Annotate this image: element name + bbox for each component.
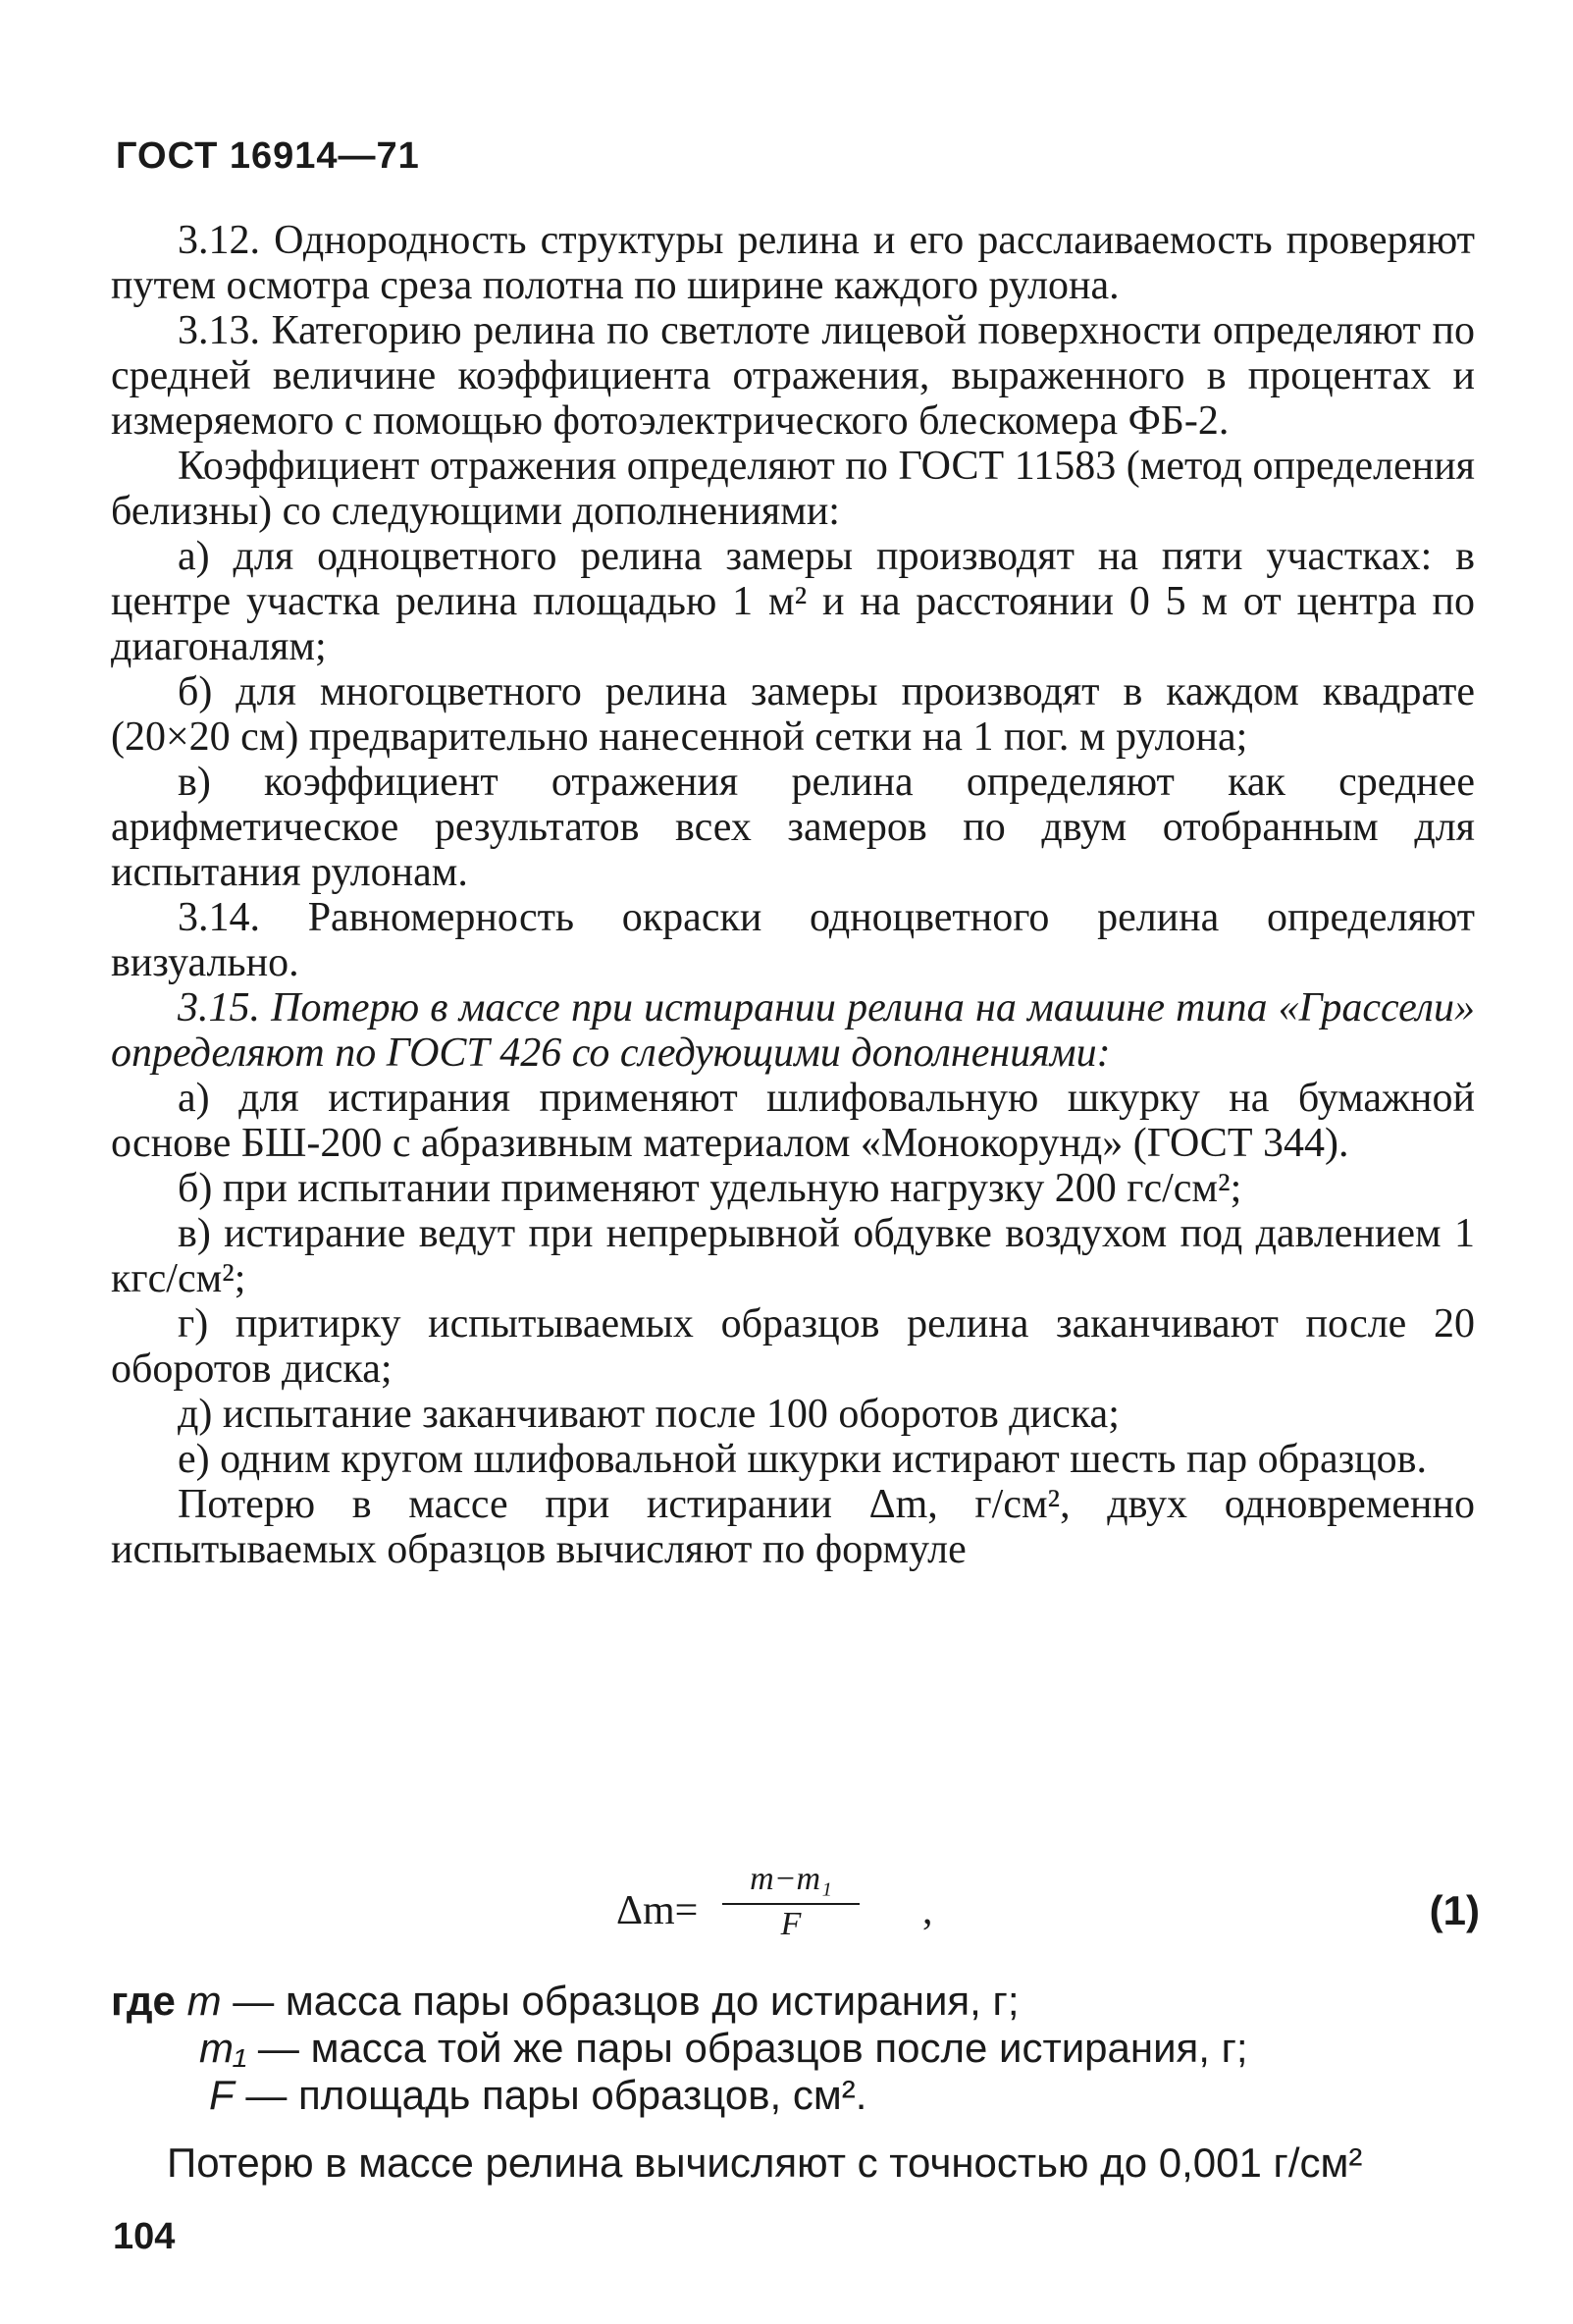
definition-symbol: m: [186, 1978, 222, 2024]
definition-row: [111, 2072, 1475, 2119]
paragraph-3-15: 3.15. Потерю в массе при истирании релина на машине типа «Грассели» определяют по ГОСТ 426 со следующими дополнениями:: [111, 985, 1475, 1076]
symbol-definitions: [111, 1978, 1475, 2119]
formula-lhs: Δm=: [616, 1888, 699, 1933]
paragraph-3-14: 3.14. Равномерность окраски одноцветного релина определяют визуально.: [111, 895, 1475, 985]
formula-comma: ,: [922, 1888, 933, 1933]
paragraph-3-12: 3.12. Однородность структуры релина и его расслаиваемость проверяют путем осмотра среза полотна по ширине каждого рулона.: [111, 218, 1475, 308]
definition-symbol: m₁: [199, 2025, 247, 2071]
paragraph-formula-intro: Потерю в массе при истирании Δm, г/см², двух одновременно испытываемых образцов вычисляют по формуле: [111, 1482, 1475, 1572]
list-item-d-lapping: г) притирку испытываемых образцов релина заканчивают после 20 оборотов диска;: [111, 1301, 1475, 1392]
list-item-a-abrasive: а) для истирания применяют шлифовальную шкурку на бумажной основе БШ-200 с абразивным материалом «Монокорунд» (ГОСТ 344).: [111, 1076, 1475, 1166]
formula-numerator: m−m₁: [722, 1860, 860, 1905]
list-item-c-average: в) коэффициент отражения релина определяют как среднее арифметическое результатов всех замеров по двум отобранным для испытания рулонам.: [111, 760, 1475, 895]
standard-header: ГОСТ 16914—71: [116, 135, 420, 177]
definition-lead: где: [111, 1978, 176, 2024]
definition-text: — масса пары образцов до истирания, г;: [233, 1978, 1020, 2024]
list-item-e-test-end: д) испытание заканчивают после 100 оборотов диска;: [178, 1392, 1120, 1437]
formula-mass-loss: [616, 1860, 1480, 1968]
formula-fraction: [722, 1860, 860, 1944]
list-item-f-wheel: е) одним кругом шлифовальной шкурки истирают шесть пар образцов.: [178, 1437, 1427, 1482]
page-number: 104: [113, 2216, 176, 2257]
list-item-b-load: б) при испытании применяют удельную нагрузку 200 гс/см²;: [178, 1166, 1242, 1211]
list-item-a-single-color: а) для одноцветного релина замеры производят на пяти участках: в центре участка релина площадью 1 м² и на расстоянии 0 5 м от центра по диагоналям;: [111, 534, 1475, 669]
paragraph-3-13: 3.13. Категорию релина по светлоте лицевой поверхности определяют по средней величине коэффициента отражения, выраженного в процентах и измеряемого с помощью фотоэлектрического блескомера ФБ-2.: [111, 308, 1475, 444]
definition-text: — масса той же пары образцов после истирания, г;: [257, 2025, 1248, 2071]
final-line: Потерю в массе релина вычисляют с точностью до 0,001 г/см²: [167, 2139, 1363, 2186]
body-text: [111, 218, 1475, 1572]
formula-number: (1): [1429, 1887, 1480, 1933]
definition-row: [111, 1978, 1475, 2025]
definition-symbol: F: [209, 2072, 235, 2118]
paragraph-reflection-intro: Коэффициент отражения определяют по ГОСТ 11583 (метод определения белизны) со следующими дополнениями:: [111, 444, 1475, 534]
list-item-b-multi-color: б) для многоцветного релина замеры производят в каждом квадрате (20×20 см) предварительно нанесенной сетки на 1 пог. м рулона;: [111, 669, 1475, 760]
definition-text: — площадь пары образцов, см².: [245, 2072, 867, 2118]
formula-denominator: F: [780, 1906, 802, 1942]
list-item-c-air: в) истирание ведут при непрерывной обдувке воздухом под давлением 1 кгс/см²;: [111, 1211, 1475, 1301]
definition-row: [111, 2025, 1475, 2072]
